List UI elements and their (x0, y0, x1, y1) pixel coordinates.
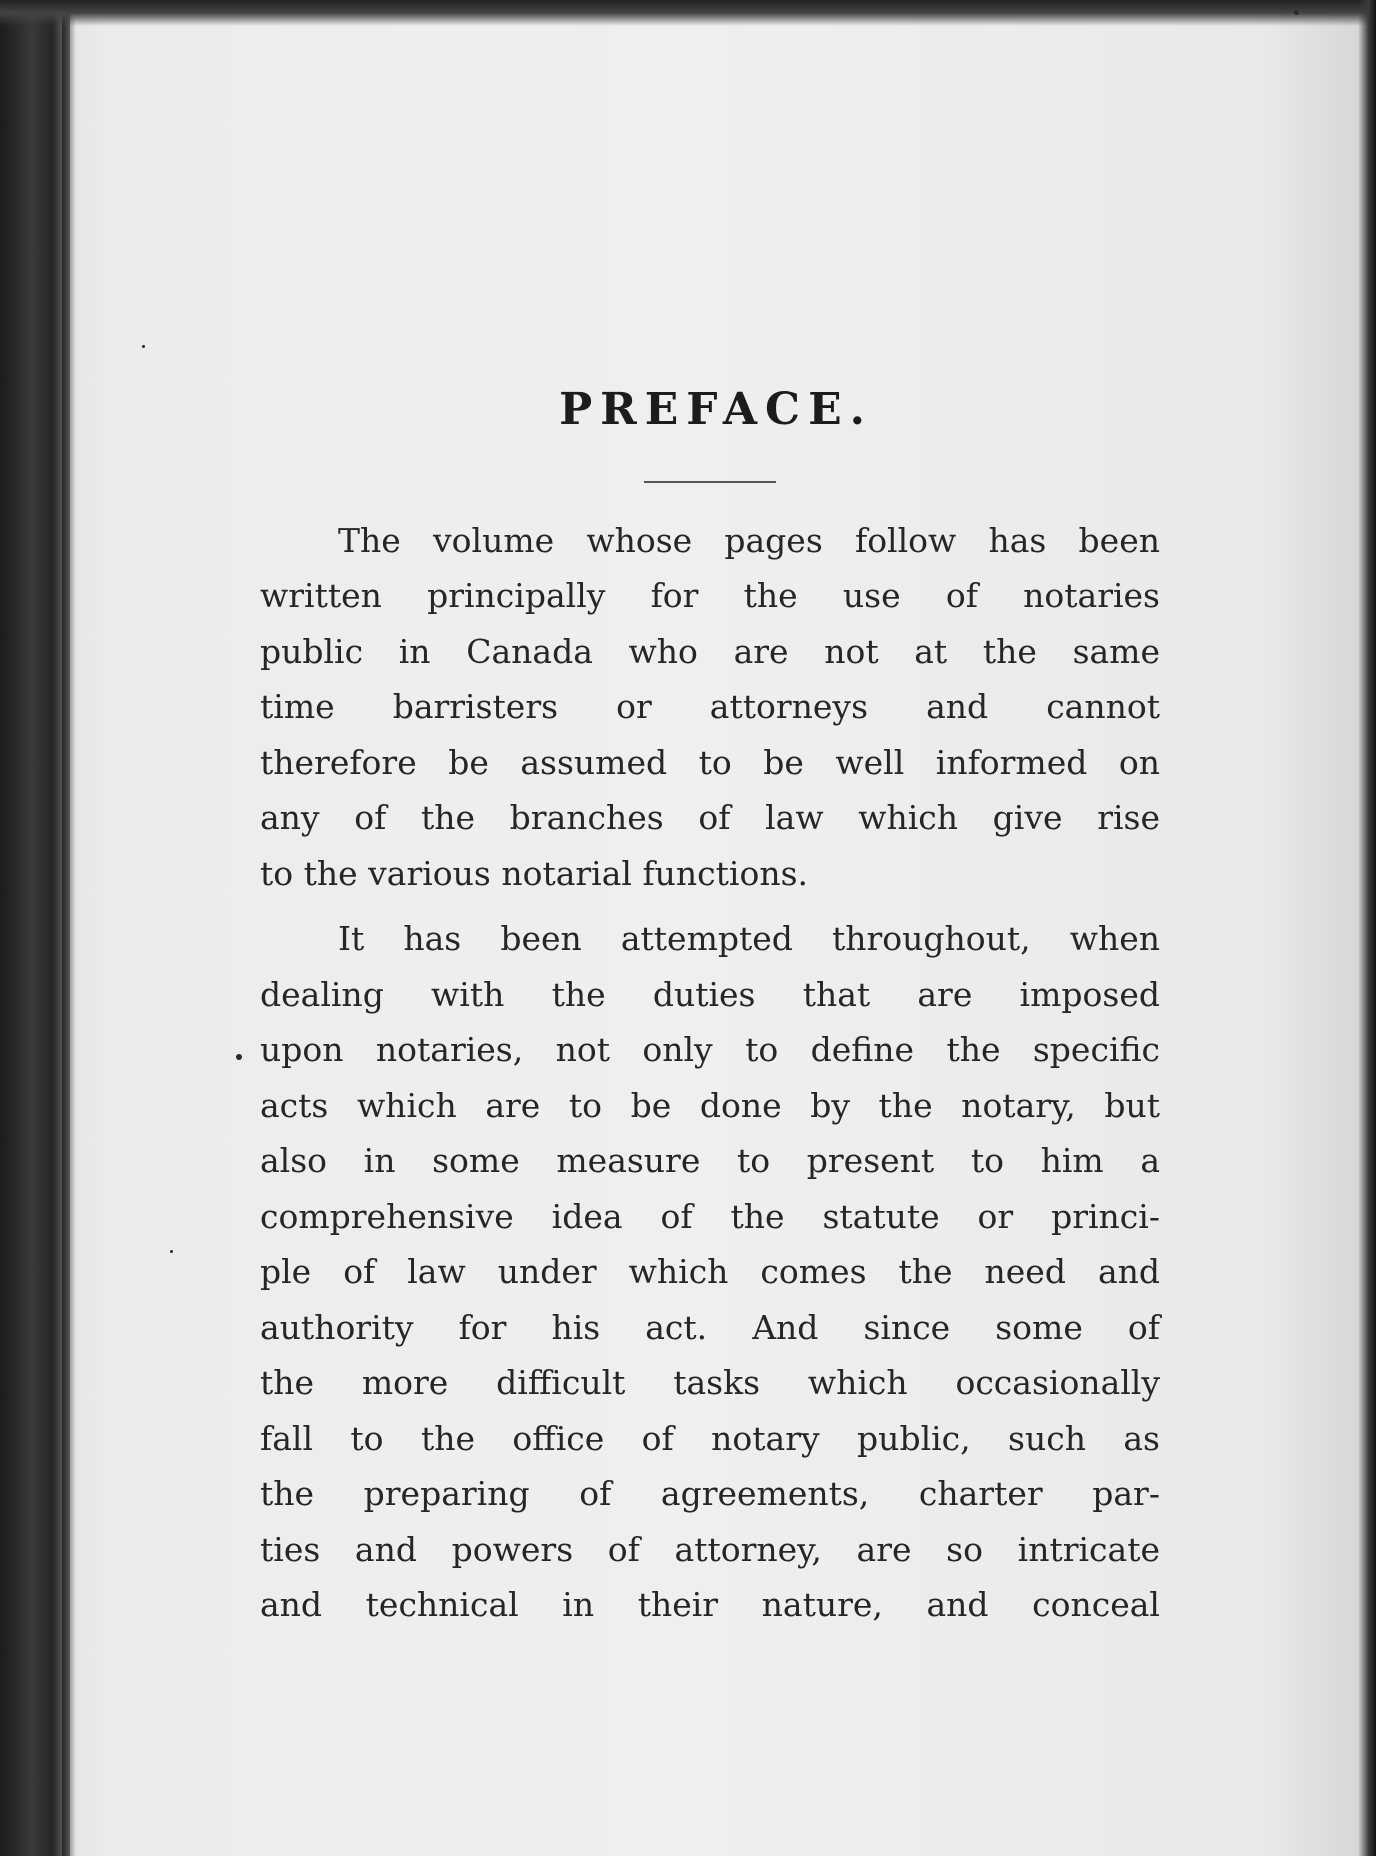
text-line: ple of law under which comes the need and (260, 1252, 1160, 1292)
text-line: dealing with the duties that are imposed (260, 974, 1160, 1014)
text-line: also in some measure to present to him a (260, 1141, 1160, 1181)
text-line: public in Canada who are not at the same (260, 631, 1160, 671)
text-line: fall to the office of notary public, such as (260, 1418, 1160, 1458)
text-line: acts which are to be done by the notary, but (260, 1085, 1160, 1125)
text-line: upon notaries, not only to define the specific (260, 1030, 1160, 1070)
text-line: the more difficult tasks which occasionally (260, 1363, 1160, 1403)
text-line: to the various notarial functions. (260, 853, 809, 893)
text-line: and technical in their nature, and conceal (260, 1585, 1160, 1625)
top-edge-shadow (0, 0, 1376, 26)
right-edge-shadow (1358, 0, 1376, 1856)
paragraph-1 (260, 513, 1160, 902)
text-line: written principally for the use of notaries (260, 576, 1160, 616)
text-line: the preparing of agreements, charter par- (260, 1474, 1160, 1514)
scan-speck (236, 1054, 242, 1060)
text-line: therefore be assumed to be well informed on (260, 742, 1160, 782)
text-line: The volume whose pages follow has been (338, 520, 1160, 560)
text-line: ties and powers of attorney, are so intricate (260, 1529, 1160, 1569)
page-title: PREFACE. (559, 384, 873, 435)
text-line: It has been attempted throughout, when (338, 919, 1160, 959)
spine-shadow (62, 0, 76, 1856)
book-spine (0, 0, 70, 1856)
scan-speck (1294, 10, 1299, 15)
scan-speck (142, 345, 145, 348)
paragraph-2 (260, 911, 1160, 1633)
page-content (260, 360, 1160, 1633)
text-line: any of the branches of law which give rise (260, 798, 1160, 838)
text-line: authority for his act. And since some of (260, 1307, 1160, 1347)
text-line: time barristers or attorneys and cannot (260, 687, 1160, 727)
title-rule (644, 481, 776, 483)
text-line: comprehensive idea of the statute or princi- (260, 1196, 1160, 1236)
scan-speck (170, 1250, 173, 1253)
